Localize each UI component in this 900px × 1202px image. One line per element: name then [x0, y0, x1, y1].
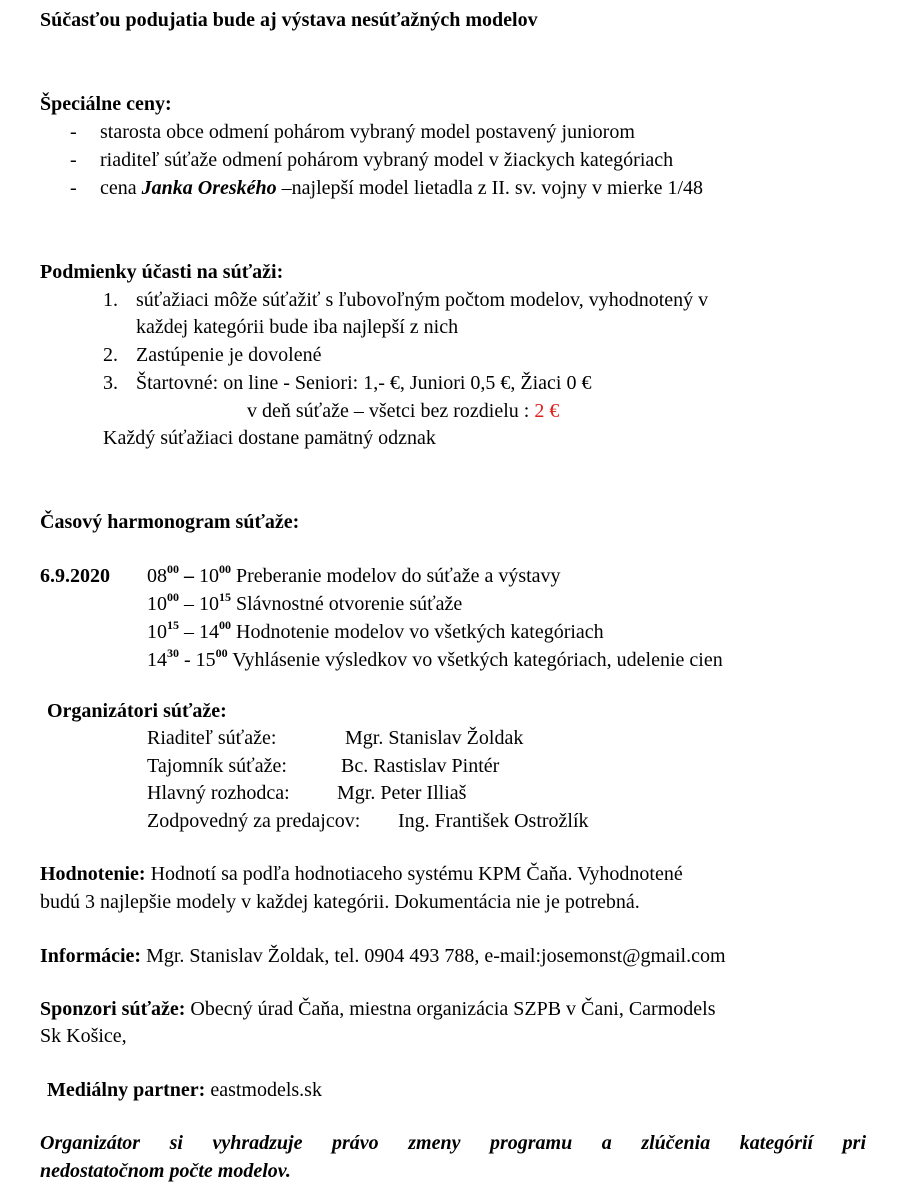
- condition-item-2: Zastúpenie je dovolené: [136, 344, 322, 366]
- onsite-fee-price: 2 €: [534, 400, 560, 422]
- special-prizes-heading: Špeciálne ceny:: [40, 93, 172, 115]
- badge-note: Každý súťažiaci dostane pamätný odznak: [103, 427, 436, 449]
- organizer-name: Mgr. Stanislav Žoldak: [345, 727, 524, 749]
- organizer-name: Mgr. Peter Illiaš: [337, 782, 467, 804]
- condition-item-3-line2: [247, 397, 559, 425]
- schedule-activity: Vyhlásenie výsledkov vo všetkých kategóriach, udelenie cien: [227, 649, 723, 671]
- evaluation-line2: budú 3 najlepšie modely v každej kategórii. Dokumentácia nie je potrebná.: [40, 891, 640, 913]
- schedule-to: $10^{00}$: [199, 562, 231, 587]
- organizer-role: Tajomník súťaže:: [147, 755, 287, 777]
- conditions-heading: Podmienky účasti na súťaži:: [40, 261, 284, 283]
- schedule-to: $15^{00}$: [195, 646, 228, 671]
- schedule-from: $10^{15}$: [147, 618, 179, 643]
- list-dash: -: [70, 149, 77, 171]
- info-line: [40, 942, 726, 970]
- special-prize-suffix: –najlepší model lietadla z II. sv. vojny v mierke 1/48: [276, 177, 704, 199]
- organizer-role: Riaditeľ súťaže:: [147, 727, 277, 749]
- schedule-date: 6.9.2020: [40, 565, 110, 587]
- condition-item-1-line1: súťažiaci môže súťažiť s ľubovoľným počtom modelov, vyhodnotený v: [136, 289, 709, 311]
- schedule-to: $14^{00}$: [199, 618, 231, 643]
- special-prize-prefix: cena: [100, 177, 142, 199]
- schedule-row: $10^{15} - 14^{00}$ Hodnotenie modelov vo všetkých kategóriach: [147, 618, 604, 643]
- media-text: eastmodels.sk: [205, 1079, 322, 1101]
- schedule-from: $10^{00}$: [147, 590, 179, 615]
- schedule-activity: Preberanie modelov do súťaže a výstavy: [231, 565, 561, 587]
- sponsors-line2: Sk Košice,: [40, 1025, 127, 1047]
- list-number: 1.: [103, 289, 118, 311]
- special-prize-person: Janka Oreského: [141, 177, 277, 199]
- condition-item-3-line1: Štartovné: on line - Seniori: 1,- €, Juniori 0,5 €, Žiaci 0 €: [136, 372, 592, 394]
- organizer-role: Hlavný rozhodca:: [147, 782, 290, 804]
- organizers-heading: Organizátori súťaže:: [47, 700, 227, 722]
- organizer-name: Ing. František Ostrožlík: [398, 810, 589, 832]
- media-line: [47, 1076, 322, 1104]
- schedule-row: $10^{00} - 10^{15}$ Slávnostné otvorenie súťaže: [147, 590, 463, 615]
- condition-item-1-line2: každej kategórii bude iba najlepší z nich: [136, 316, 459, 338]
- list-dash: -: [70, 121, 77, 143]
- schedule-from: $08^{00}$: [147, 562, 179, 587]
- info-label: Informácie:: [40, 945, 142, 967]
- media-label: Mediálny partner:: [47, 1079, 206, 1101]
- evaluation-text: Hodnotí sa podľa hodnotiaceho systému KPM Čaňa. Vyhodnotené: [145, 863, 683, 885]
- organizer-name: Bc. Rastislav Pintér: [341, 755, 500, 777]
- special-prize-item: starosta obce odmení pohárom vybraný model postavený juniorom: [100, 121, 635, 143]
- info-text: Mgr. Stanislav Žoldak, tel. 0904 493 788, e-mail:josemonst@gmail.com: [141, 945, 726, 967]
- special-prize-item: riaditeľ súťaže odmení pohárom vybraný model v žiackych kategóriach: [100, 149, 674, 171]
- sponsors-text: Obecný úrad Čaňa, miestna organizácia SZPB v Čani, Carmodels: [185, 998, 716, 1020]
- schedule-activity: Slávnostné otvorenie súťaže: [231, 593, 463, 615]
- schedule-activity: Hodnotenie modelov vo všetkých kategóriach: [231, 621, 604, 643]
- evaluation-label: Hodnotenie:: [40, 863, 146, 885]
- sponsors-label: Sponzori súťaže:: [40, 998, 186, 1020]
- onsite-fee-label: v deň súťaže – všetci bez rozdielu :: [247, 400, 535, 422]
- list-dash: -: [70, 177, 77, 199]
- schedule-row: $08^{00} - 10^{00}$ Preberanie modelov do súťaže a výstavy: [147, 562, 561, 587]
- schedule-heading: Časový harmonogram súťaže:: [40, 511, 300, 533]
- sponsors-line1: [40, 995, 715, 1023]
- schedule-from: $14^{30}$: [147, 646, 179, 671]
- schedule-to: $10^{15}$: [199, 590, 231, 615]
- special-prize-item: [100, 174, 703, 202]
- schedule-row: $14^{30} - 15^{00}$ Vyhlásenie výsledkov vo všetkých kategóriach, udelenie cien: [147, 646, 723, 671]
- disclaimer-line2: nedostatočnom počte modelov.: [40, 1160, 291, 1182]
- disclaimer-line1: Organizátor si vyhradzuje právo zmeny programu a zlúčenia kategórií pri: [40, 1132, 866, 1154]
- list-number: 2.: [103, 344, 118, 366]
- organizer-role: Zodpovedný za predajcov:: [147, 810, 361, 832]
- evaluation-line1: [40, 860, 683, 888]
- list-number: 3.: [103, 372, 118, 394]
- intro-heading: Súčasťou podujatia bude aj výstava nesúťažných modelov: [40, 9, 538, 31]
